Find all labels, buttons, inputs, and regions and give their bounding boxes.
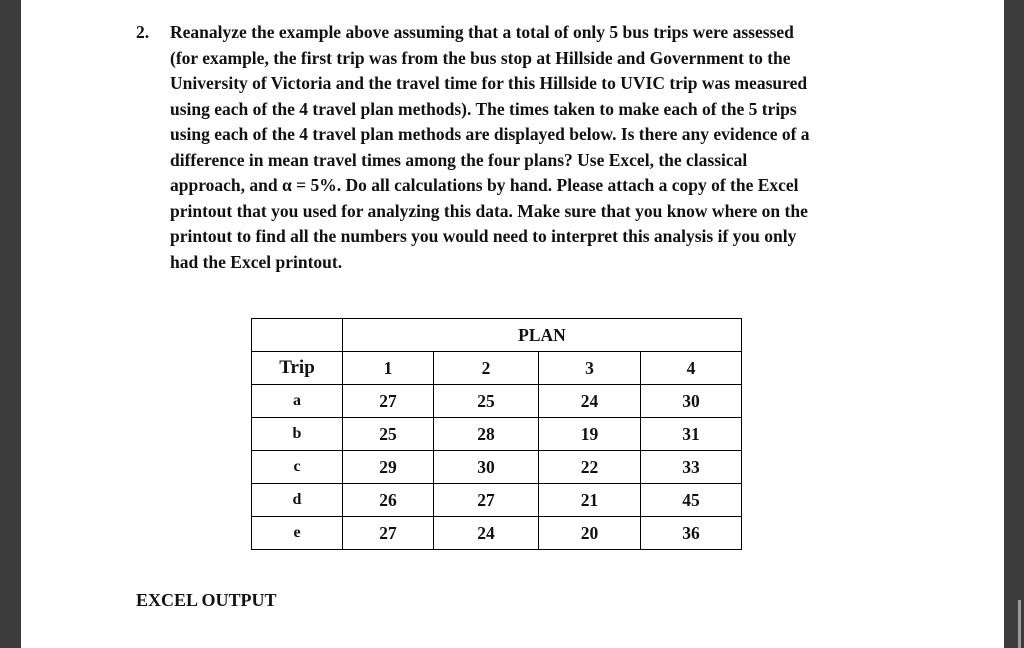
question-line: Reanalyze the example above assuming that a total of only 5 bus trips were assessed [170, 22, 794, 42]
question-line: using each of the 4 travel plan methods are displayed below. Is there any evidence of a [170, 124, 810, 144]
table-cell: 22 [539, 451, 641, 484]
table-cell: 27 [434, 484, 539, 517]
table-cell: 27 [343, 517, 434, 550]
table-cell: 26 [343, 484, 434, 517]
table-cell: 45 [641, 484, 742, 517]
table-corner-cell [252, 319, 343, 352]
table-cell: 24 [539, 385, 641, 418]
table-cell: 25 [343, 418, 434, 451]
trip-label-cell: a [252, 385, 343, 418]
table-row [252, 517, 742, 550]
trip-label-cell: d [252, 484, 343, 517]
table-cell: 25 [434, 385, 539, 418]
plan-number-cell: 2 [434, 352, 539, 385]
question-line: difference in mean travel times among the four plans? Use Excel, the classical [170, 149, 748, 170]
scrollbar-thumb[interactable] [1018, 600, 1021, 648]
table-cell: 21 [539, 484, 641, 517]
question-text [170, 20, 890, 275]
plan-header: PLAN [343, 319, 742, 352]
question-line: had the Excel printout. [170, 251, 343, 272]
table-row [252, 484, 742, 517]
question-line: (for example, the first trip was from the bus stop at Hillside and Government to the [170, 47, 791, 68]
plan-number-cell: 3 [539, 352, 641, 385]
table-cell: 30 [434, 451, 539, 484]
table-cell: 31 [641, 418, 742, 451]
question-number: 2. [136, 22, 150, 42]
table-cell: 30 [641, 385, 742, 418]
table-cell: 19 [539, 418, 641, 451]
table-row [252, 385, 742, 418]
question-line: approach, and α = 5%. Do all calculations by hand. Please attach a copy of the Excel [170, 175, 799, 195]
document-page [21, 0, 1004, 648]
question-line: printout that you used for analyzing this data. Make sure that you know where on the [170, 200, 808, 221]
table-cell: 27 [343, 385, 434, 418]
table-cell: 20 [539, 517, 641, 550]
table-cell: 24 [434, 517, 539, 550]
table-cell: 33 [641, 451, 742, 484]
trip-label-cell: b [252, 418, 343, 451]
table-cell: 29 [343, 451, 434, 484]
plan-number-cell: 1 [343, 352, 434, 385]
table-row [252, 451, 742, 484]
table-cell: 28 [434, 418, 539, 451]
travel-time-table [251, 318, 742, 550]
table-cell: 36 [641, 517, 742, 550]
table-row [252, 418, 742, 451]
excel-output-heading: EXCEL OUTPUT [136, 590, 277, 610]
table-subheader-row [252, 352, 742, 385]
trip-header: Trip [252, 352, 343, 385]
question-line: University of Victoria and the travel time for this Hillside to UVIC trip was measured [170, 73, 808, 93]
plan-number-cell: 4 [641, 352, 742, 385]
question-line: printout to find all the numbers you would need to interpret this analysis if you only [170, 226, 797, 246]
trip-label-cell: e [252, 517, 343, 550]
table-header-row [252, 319, 742, 352]
trip-label-cell: c [252, 451, 343, 484]
question-line: using each of the 4 travel plan methods). The times taken to make each of the 5 trips [170, 98, 797, 119]
